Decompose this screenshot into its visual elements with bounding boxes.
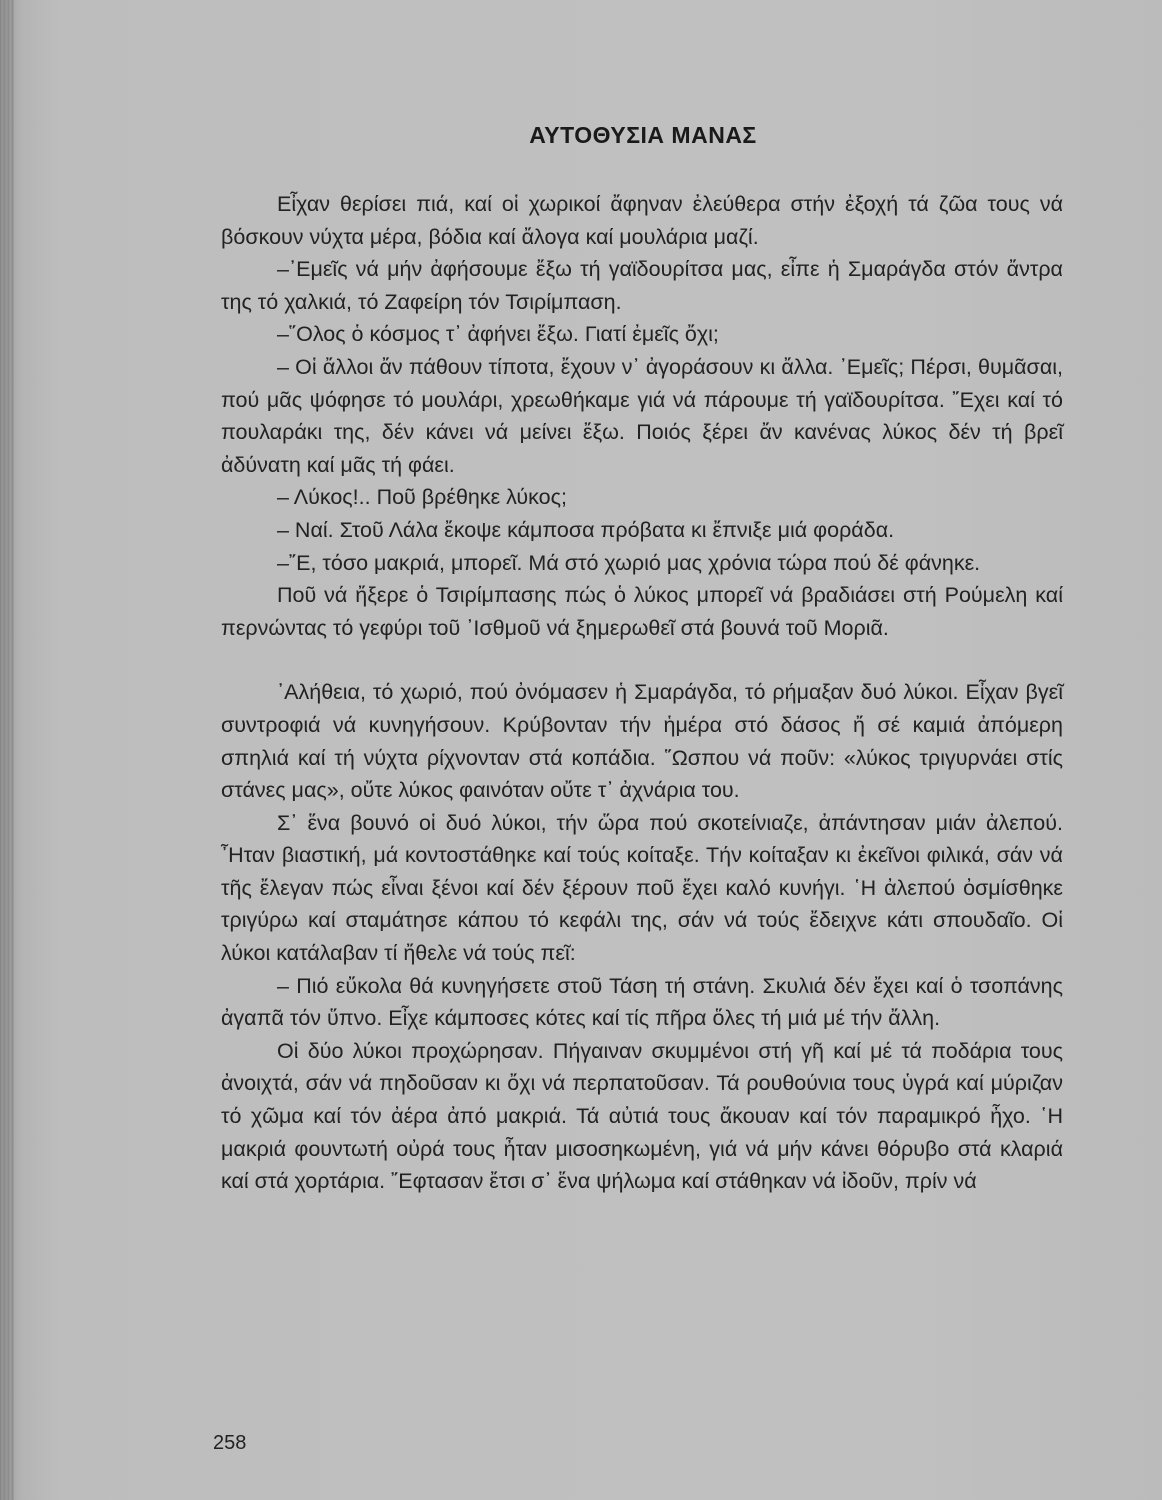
paragraph: Οἱ δύο λύκοι προχώρησαν. Πήγαιναν σκυμμένοι στή γῆ καί μέ τά ποδάρια τους ἀνοιχτά, σάν νά πηδοῦσαν κι ὄχι νά περπατοῦσαν. Τά ρουθούνια τους ὑγρά καί μύριζαν τό χῶμα καί τόν ἀέρα ἀπό μακριά. Τά αὐτιά τους ἄκουαν καί τόν παραμικρό ἦχο. ῾Η μακριά φουντωτή οὐρά τους ἦταν μισοσηκωμένη, γιά νά μήν κάνει θόρυβο στά κλαριά καί στά χορτάρια. ῎Εφτασαν ἔτσι σ᾽ ἕνα ψήλωμα καί στάθηκαν νά ἰδοῦν, πρίν νά: [221, 1038, 1063, 1194]
page-number: 258: [213, 1432, 247, 1454]
paragraph: – Πιό εὔκολα θά κυνηγήσετε στοῦ Τάση τή στάνη. Σκυλιά δέν ἔχει καί ὁ τσοπάνης ἀγαπᾶ τόν ὕπνο. Εἶχε κάμποσες κότες καί τίς πῆρα ὅλες τή μιά μέ τήν ἄλλη.: [221, 973, 1063, 1031]
paragraph: – Οἱ ἄλλοι ἄν πάθουν τίποτα, ἔχουν ν᾽ ἀγοράσουν κι ἄλλα. ᾽Εμεῖς; Πέρσι, θυμᾶσαι, πού μᾶς ψόφησε τό μουλάρι, χρεωθήκαμε γιά νά πάρουμε τή γαϊδουρίτσα. ῎Εχει καί τό πουλαράκι της, δέν κάνει νά μείνει ἔξω. Ποιός ξέρει ἄν κανένας λύκος δέν τή βρεῖ ἀδύνατη καί μᾶς τή φάει.: [221, 354, 1063, 477]
page-edge-shadow: [0, 0, 14, 1500]
paragraph: ᾽Αλήθεια, τό χωριό, πού ὀνόμασεν ἡ Σμαράγδα, τό ρήμαξαν δυό λύκοι. Εἶχαν βγεῖ συντροφιά νά κυνηγήσουν. Κρύβονταν τήν ἡμέρα στό δάσος ἤ σέ καμιά ἀπόμερη σπηλιά καί τή νύχτα ρίχνονταν στά κοπάδια. ῞Ωσπου νά ποῦν: «λύκος τριγυρνάει στίς στάνες μας», οὔτε λύκος φαινόταν οὔτε τ᾽ ἀχνάρια του.: [221, 680, 1063, 803]
paragraph: Εἶχαν θερίσει πιά, καί οἱ χωρικοί ἄφηναν ἐλεύθερα στήν ἐξοχή τά ζῶα τους νά βόσκουν νύχτα μέρα, βόδια καί ἄλογα καί μουλάρια μαζί.: [221, 192, 1063, 249]
paragraph: – Λύκος!.. Ποῦ βρέθηκε λύκος;: [277, 485, 567, 510]
chapter-body: [221, 188, 1063, 1198]
chapter-title: ΑΥΤΟΘΥΣΙΑ ΜΑΝΑΣ: [529, 122, 757, 148]
paragraph: Σ᾽ ἕνα βουνό οἱ δυό λύκοι, τήν ὥρα πού σκοτείνιαζε, ἀπάντησαν μιάν ἀλεπού. ῏Ηταν βιαστική, μά κοντοστάθηκε καί τούς κοίταξε. Τήν κοίταξαν κι ἐκεῖνοι φιλικά, σάν νά τῆς ἔλεγαν πώς εἶναι ξένοι καί δέν ξέρουν ποῦ ἔχει καλό κυνήγι. ῾Η ἀλεπού ὀσμίσθηκε τριγύρω καί σταμάτησε κάπου τό κεφάλι της, σάν νά τούς ἔδειχνε κάτι σπουδαῖο. Οἱ λύκοι κατάλαβαν τί ἤθελε νά τούς πεῖ:: [221, 810, 1063, 966]
paragraph: –᾽Εμεῖς νά μήν ἀφήσουμε ἔξω τή γαϊδουρίτσα μας, εἶπε ἡ Σμαράγδα στόν ἄντρα της τό χαλκιά, τό Ζαφείρη τόν Τσιρίμπαση.: [221, 257, 1063, 314]
paragraph: Ποῦ νά ἤξερε ὁ Τσιρίμπασης πώς ὁ λύκος μπορεῖ νά βραδιάσει στή Ρούμελη καί περνώντας τό γεφύρι τοῦ ᾽Ισθμοῦ νά ξημερωθεῖ στά βουνά τοῦ Μοριᾶ.: [221, 583, 1063, 640]
paragraph: –῞Ολος ὁ κόσμος τ᾽ ἀφήνει ἔξω. Γιατί ἐμεῖς ὄχι;: [277, 322, 719, 347]
paragraph: – Ναί. Στοῦ Λάλα ἔκοψε κάμποσα πρόβατα κι ἔπνιξε μιά φοράδα.: [277, 517, 895, 542]
paragraph: –῎Ε, τόσο μακριά, μπορεῖ. Μά στό χωριό μας χρόνια τώρα πού δέ φάνηκε.: [277, 550, 981, 575]
